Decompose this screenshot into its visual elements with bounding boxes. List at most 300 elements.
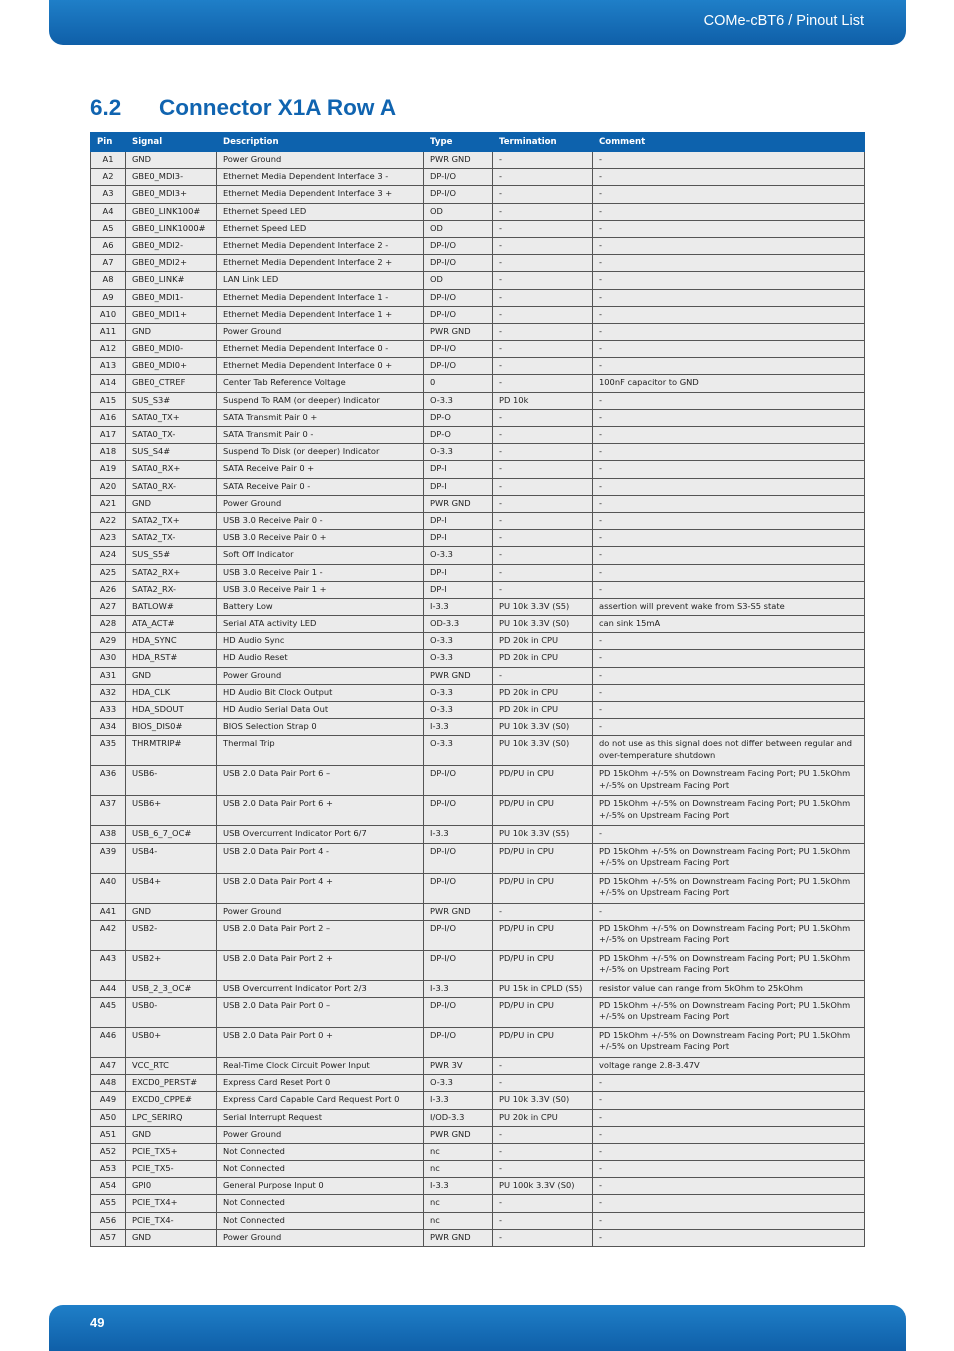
table-row	[91, 667, 865, 684]
pin-cell: A24	[91, 547, 126, 564]
signal-cell: GBE0_MDI3-	[126, 169, 217, 186]
table-row	[91, 1195, 865, 1212]
description-cell: Power Ground	[217, 323, 424, 340]
pin-cell: A31	[91, 667, 126, 684]
description-cell: Not Connected	[217, 1212, 424, 1229]
pin-cell: A19	[91, 461, 126, 478]
pin-cell: A18	[91, 444, 126, 461]
type-cell: DP-I/O	[424, 237, 493, 254]
table-row	[91, 766, 865, 796]
type-cell: DP-I/O	[424, 1027, 493, 1057]
termination-cell: PD 20k in CPU	[493, 684, 593, 701]
signal-cell: SUS_S3#	[126, 392, 217, 409]
table-row	[91, 323, 865, 340]
description-cell: Power Ground	[217, 903, 424, 920]
table-row	[91, 547, 865, 564]
termination-cell: -	[493, 530, 593, 547]
header-bar	[49, 0, 906, 45]
termination-cell: -	[493, 409, 593, 426]
signal-cell: USB0+	[126, 1027, 217, 1057]
description-cell: SATA Transmit Pair 0 -	[217, 427, 424, 444]
comment-cell: PD 15kOhm +/-5% on Downstream Facing Port; PU 1.5kOhm +/-5% on Upstream Facing Port	[593, 873, 865, 903]
type-cell: DP-I	[424, 530, 493, 547]
description-cell: Battery Low	[217, 598, 424, 615]
pin-cell: A45	[91, 997, 126, 1027]
termination-cell: -	[493, 341, 593, 358]
description-cell: SATA Transmit Pair 0 +	[217, 409, 424, 426]
type-cell: OD	[424, 272, 493, 289]
table-row	[91, 616, 865, 633]
signal-cell: SATA0_RX+	[126, 461, 217, 478]
table-row	[91, 409, 865, 426]
table-body	[91, 152, 865, 1247]
section-number: 6.2	[90, 95, 122, 120]
description-cell: USB 2.0 Data Pair Port 6 +	[217, 796, 424, 826]
description-cell: SATA Receive Pair 0 +	[217, 461, 424, 478]
pin-cell: A33	[91, 702, 126, 719]
table-row	[91, 255, 865, 272]
signal-cell: BIOS_DIS0#	[126, 719, 217, 736]
table-row	[91, 289, 865, 306]
comment-cell: -	[593, 169, 865, 186]
comment-cell: -	[593, 478, 865, 495]
table-row	[91, 495, 865, 512]
pin-cell: A35	[91, 736, 126, 766]
pin-cell: A10	[91, 306, 126, 323]
termination-cell: -	[493, 203, 593, 220]
comment-cell: -	[593, 903, 865, 920]
table-row	[91, 358, 865, 375]
pin-cell: A57	[91, 1229, 126, 1246]
type-cell: DP-I/O	[424, 950, 493, 980]
termination-cell: -	[493, 564, 593, 581]
description-cell: Ethernet Media Dependent Interface 0 -	[217, 341, 424, 358]
signal-cell: USB4+	[126, 873, 217, 903]
comment-cell: -	[593, 289, 865, 306]
comment-cell: -	[593, 1143, 865, 1160]
signal-cell: USB6-	[126, 766, 217, 796]
termination-cell: PU 100k 3.3V (S0)	[493, 1178, 593, 1195]
table-row	[91, 598, 865, 615]
table-row	[91, 633, 865, 650]
comment-cell: -	[593, 633, 865, 650]
signal-cell: USB4-	[126, 843, 217, 873]
table-row	[91, 873, 865, 903]
pin-cell: A23	[91, 530, 126, 547]
description-cell: HD Audio Sync	[217, 633, 424, 650]
comment-cell: PD 15kOhm +/-5% on Downstream Facing Port; PU 1.5kOhm +/-5% on Upstream Facing Port	[593, 843, 865, 873]
signal-cell: SATA2_TX+	[126, 512, 217, 529]
type-cell: O-3.3	[424, 702, 493, 719]
table-row	[91, 186, 865, 203]
table-row	[91, 444, 865, 461]
type-cell: DP-I/O	[424, 997, 493, 1027]
comment-cell: -	[593, 581, 865, 598]
description-cell: USB 3.0 Receive Pair 0 +	[217, 530, 424, 547]
signal-cell: HDA_SDOUT	[126, 702, 217, 719]
pin-cell: A11	[91, 323, 126, 340]
pin-cell: A54	[91, 1178, 126, 1195]
pin-cell: A28	[91, 616, 126, 633]
pin-cell: A16	[91, 409, 126, 426]
description-cell: Not Connected	[217, 1195, 424, 1212]
comment-cell: -	[593, 444, 865, 461]
type-cell: PWR GND	[424, 1229, 493, 1246]
signal-cell: SUS_S4#	[126, 444, 217, 461]
signal-cell: GBE0_CTREF	[126, 375, 217, 392]
termination-cell: -	[493, 1229, 593, 1246]
column-header-description: Description	[217, 133, 424, 152]
signal-cell: LPC_SERIRQ	[126, 1109, 217, 1126]
termination-cell: -	[493, 581, 593, 598]
table-row	[91, 220, 865, 237]
pin-cell: A17	[91, 427, 126, 444]
comment-cell: -	[593, 1075, 865, 1092]
table-row	[91, 478, 865, 495]
description-cell: USB 2.0 Data Pair Port 6 –	[217, 766, 424, 796]
signal-cell: GND	[126, 667, 217, 684]
signal-cell: USB6+	[126, 796, 217, 826]
comment-cell: -	[593, 512, 865, 529]
comment-cell: -	[593, 1126, 865, 1143]
signal-cell: GBE0_MDI1+	[126, 306, 217, 323]
termination-cell: PU 10k 3.3V (S5)	[493, 598, 593, 615]
type-cell: OD-3.3	[424, 616, 493, 633]
description-cell: Ethernet Media Dependent Interface 2 -	[217, 237, 424, 254]
termination-cell: -	[493, 220, 593, 237]
table-row	[91, 719, 865, 736]
table-row	[91, 1178, 865, 1195]
pin-cell: A50	[91, 1109, 126, 1126]
table-row	[91, 512, 865, 529]
table-row	[91, 306, 865, 323]
description-cell: Ethernet Media Dependent Interface 3 +	[217, 186, 424, 203]
type-cell: DP-I/O	[424, 289, 493, 306]
description-cell: LAN Link LED	[217, 272, 424, 289]
table-row	[91, 1229, 865, 1246]
comment-cell: PD 15kOhm +/-5% on Downstream Facing Port; PU 1.5kOhm +/-5% on Upstream Facing Port	[593, 950, 865, 980]
type-cell: O-3.3	[424, 633, 493, 650]
column-header-signal: Signal	[126, 133, 217, 152]
column-header-pin: Pin	[91, 133, 126, 152]
pin-cell: A36	[91, 766, 126, 796]
termination-cell: -	[493, 169, 593, 186]
description-cell: USB 2.0 Data Pair Port 2 +	[217, 950, 424, 980]
description-cell: Real-Time Clock Circuit Power Input	[217, 1057, 424, 1074]
pin-cell: A3	[91, 186, 126, 203]
termination-cell: -	[493, 1161, 593, 1178]
type-cell: DP-O	[424, 409, 493, 426]
type-cell: I/OD-3.3	[424, 1109, 493, 1126]
signal-cell: SUS_S5#	[126, 547, 217, 564]
signal-cell: GBE0_LINK100#	[126, 203, 217, 220]
signal-cell: EXCD0_CPPE#	[126, 1092, 217, 1109]
table-row	[91, 1027, 865, 1057]
table-row	[91, 796, 865, 826]
table-row	[91, 461, 865, 478]
table-row	[91, 1057, 865, 1074]
pin-cell: A4	[91, 203, 126, 220]
comment-cell: -	[593, 1212, 865, 1229]
description-cell: Serial ATA activity LED	[217, 616, 424, 633]
termination-cell: PU 10k 3.3V (S5)	[493, 826, 593, 843]
pinout-table	[90, 132, 865, 1247]
description-cell: USB 2.0 Data Pair Port 4 +	[217, 873, 424, 903]
description-cell: USB Overcurrent Indicator Port 2/3	[217, 980, 424, 997]
table-row	[91, 950, 865, 980]
comment-cell: PD 15kOhm +/-5% on Downstream Facing Port; PU 1.5kOhm +/-5% on Upstream Facing Port	[593, 766, 865, 796]
pin-cell: A52	[91, 1143, 126, 1160]
termination-cell: PD/PU in CPU	[493, 997, 593, 1027]
termination-cell: PU 10k 3.3V (S0)	[493, 616, 593, 633]
termination-cell: PD 20k in CPU	[493, 633, 593, 650]
pin-cell: A34	[91, 719, 126, 736]
signal-cell: SATA2_TX-	[126, 530, 217, 547]
termination-cell: PD/PU in CPU	[493, 873, 593, 903]
signal-cell: USB2+	[126, 950, 217, 980]
pin-cell: A30	[91, 650, 126, 667]
type-cell: PWR GND	[424, 495, 493, 512]
description-cell: HD Audio Bit Clock Output	[217, 684, 424, 701]
termination-cell: -	[493, 495, 593, 512]
pin-cell: A12	[91, 341, 126, 358]
table-row	[91, 702, 865, 719]
pin-cell: A38	[91, 826, 126, 843]
type-cell: DP-I/O	[424, 255, 493, 272]
pin-cell: A53	[91, 1161, 126, 1178]
termination-cell: -	[493, 152, 593, 169]
pin-cell: A44	[91, 980, 126, 997]
table-row	[91, 1212, 865, 1229]
description-cell: Ethernet Speed LED	[217, 220, 424, 237]
type-cell: PWR 3V	[424, 1057, 493, 1074]
signal-cell: SATA0_TX-	[126, 427, 217, 444]
description-cell: USB 3.0 Receive Pair 1 +	[217, 581, 424, 598]
pin-cell: A13	[91, 358, 126, 375]
comment-cell: -	[593, 220, 865, 237]
termination-cell: -	[493, 461, 593, 478]
table-row	[91, 826, 865, 843]
comment-cell: PD 15kOhm +/-5% on Downstream Facing Port; PU 1.5kOhm +/-5% on Upstream Facing Port	[593, 1027, 865, 1057]
description-cell: Center Tab Reference Voltage	[217, 375, 424, 392]
termination-cell: -	[493, 547, 593, 564]
termination-cell: -	[493, 427, 593, 444]
type-cell: DP-O	[424, 427, 493, 444]
comment-cell: -	[593, 719, 865, 736]
signal-cell: GBE0_MDI2-	[126, 237, 217, 254]
pin-cell: A14	[91, 375, 126, 392]
signal-cell: GND	[126, 152, 217, 169]
description-cell: HD Audio Reset	[217, 650, 424, 667]
comment-cell: -	[593, 1161, 865, 1178]
pin-cell: A39	[91, 843, 126, 873]
table-row	[91, 650, 865, 667]
signal-cell: GBE0_MDI3+	[126, 186, 217, 203]
description-cell: Suspend To Disk (or deeper) Indicator	[217, 444, 424, 461]
comment-cell: PD 15kOhm +/-5% on Downstream Facing Port; PU 1.5kOhm +/-5% on Upstream Facing Port	[593, 920, 865, 950]
signal-cell: GND	[126, 903, 217, 920]
pin-cell: A2	[91, 169, 126, 186]
comment-cell: -	[593, 392, 865, 409]
table-row	[91, 341, 865, 358]
description-cell: Ethernet Media Dependent Interface 2 +	[217, 255, 424, 272]
termination-cell: PD/PU in CPU	[493, 920, 593, 950]
signal-cell: BATLOW#	[126, 598, 217, 615]
pin-cell: A41	[91, 903, 126, 920]
type-cell: PWR GND	[424, 152, 493, 169]
signal-cell: VCC_RTC	[126, 1057, 217, 1074]
signal-cell: USB_2_3_OC#	[126, 980, 217, 997]
pin-cell: A47	[91, 1057, 126, 1074]
termination-cell: -	[493, 272, 593, 289]
description-cell: USB 2.0 Data Pair Port 0 +	[217, 1027, 424, 1057]
table-row	[91, 169, 865, 186]
signal-cell: THRMTRIP#	[126, 736, 217, 766]
termination-cell: -	[493, 306, 593, 323]
table-row	[91, 903, 865, 920]
description-cell: Not Connected	[217, 1161, 424, 1178]
type-cell: DP-I/O	[424, 306, 493, 323]
table-row	[91, 1109, 865, 1126]
comment-cell: do not use as this signal does not differ between regular and over-temperature shutdown	[593, 736, 865, 766]
pin-cell: A46	[91, 1027, 126, 1057]
type-cell: PWR GND	[424, 1126, 493, 1143]
table-row	[91, 1075, 865, 1092]
footer-bar	[49, 1305, 906, 1351]
termination-cell: -	[493, 667, 593, 684]
pin-cell: A29	[91, 633, 126, 650]
table-row	[91, 736, 865, 766]
type-cell: DP-I	[424, 461, 493, 478]
comment-cell: PD 15kOhm +/-5% on Downstream Facing Port; PU 1.5kOhm +/-5% on Upstream Facing Port	[593, 796, 865, 826]
comment-cell: -	[593, 1092, 865, 1109]
pin-cell: A55	[91, 1195, 126, 1212]
signal-cell: SATA2_RX-	[126, 581, 217, 598]
table-row	[91, 581, 865, 598]
comment-cell: -	[593, 1229, 865, 1246]
table-header-row	[91, 133, 865, 152]
termination-cell: -	[493, 358, 593, 375]
termination-cell: -	[493, 1143, 593, 1160]
signal-cell: USB2-	[126, 920, 217, 950]
comment-cell: assertion will prevent wake from S3-S5 state	[593, 598, 865, 615]
signal-cell: GBE0_MDI0+	[126, 358, 217, 375]
comment-cell: -	[593, 237, 865, 254]
comment-cell: -	[593, 427, 865, 444]
comment-cell: -	[593, 1109, 865, 1126]
table-row	[91, 1126, 865, 1143]
table-row	[91, 920, 865, 950]
termination-cell: PD 20k in CPU	[493, 702, 593, 719]
pin-cell: A15	[91, 392, 126, 409]
signal-cell: GBE0_MDI0-	[126, 341, 217, 358]
comment-cell: resistor value can range from 5kOhm to 25kOhm	[593, 980, 865, 997]
comment-cell: -	[593, 461, 865, 478]
pin-cell: A43	[91, 950, 126, 980]
type-cell: DP-I/O	[424, 766, 493, 796]
description-cell: Ethernet Media Dependent Interface 0 +	[217, 358, 424, 375]
termination-cell: -	[493, 289, 593, 306]
signal-cell: GPI0	[126, 1178, 217, 1195]
table-row	[91, 203, 865, 220]
signal-cell: GBE0_LINK#	[126, 272, 217, 289]
type-cell: DP-I	[424, 581, 493, 598]
table-row	[91, 272, 865, 289]
description-cell: Express Card Capable Card Request Port 0	[217, 1092, 424, 1109]
signal-cell: GND	[126, 495, 217, 512]
type-cell: nc	[424, 1143, 493, 1160]
termination-cell: -	[493, 1195, 593, 1212]
description-cell: USB Overcurrent Indicator Port 6/7	[217, 826, 424, 843]
signal-cell: ATA_ACT#	[126, 616, 217, 633]
comment-cell: -	[593, 667, 865, 684]
description-cell: USB 3.0 Receive Pair 1 -	[217, 564, 424, 581]
type-cell: I-3.3	[424, 598, 493, 615]
comment-cell: -	[593, 255, 865, 272]
description-cell: Suspend To RAM (or deeper) Indicator	[217, 392, 424, 409]
pin-cell: A51	[91, 1126, 126, 1143]
signal-cell: GBE0_MDI2+	[126, 255, 217, 272]
type-cell: nc	[424, 1212, 493, 1229]
signal-cell: EXCD0_PERST#	[126, 1075, 217, 1092]
description-cell: USB 2.0 Data Pair Port 4 -	[217, 843, 424, 873]
signal-cell: GND	[126, 1229, 217, 1246]
termination-cell: -	[493, 478, 593, 495]
type-cell: DP-I/O	[424, 873, 493, 903]
termination-cell: -	[493, 1075, 593, 1092]
termination-cell: PU 20k in CPU	[493, 1109, 593, 1126]
type-cell: OD	[424, 220, 493, 237]
termination-cell: PU 10k 3.3V (S0)	[493, 1092, 593, 1109]
comment-cell: -	[593, 186, 865, 203]
pin-cell: A9	[91, 289, 126, 306]
description-cell: Thermal Trip	[217, 736, 424, 766]
comment-cell: -	[593, 203, 865, 220]
comment-cell: -	[593, 272, 865, 289]
table-row	[91, 1161, 865, 1178]
pin-cell: A32	[91, 684, 126, 701]
type-cell: PWR GND	[424, 903, 493, 920]
termination-cell: PU 10k 3.3V (S0)	[493, 719, 593, 736]
signal-cell: GND	[126, 1126, 217, 1143]
termination-cell: -	[493, 1212, 593, 1229]
type-cell: I-3.3	[424, 719, 493, 736]
comment-cell: -	[593, 341, 865, 358]
pin-cell: A26	[91, 581, 126, 598]
comment-cell: 100nF capacitor to GND	[593, 375, 865, 392]
comment-cell: -	[593, 306, 865, 323]
type-cell: DP-I/O	[424, 169, 493, 186]
type-cell: DP-I/O	[424, 920, 493, 950]
comment-cell: -	[593, 409, 865, 426]
section-heading	[90, 95, 396, 121]
description-cell: General Purpose Input 0	[217, 1178, 424, 1195]
termination-cell: PD/PU in CPU	[493, 950, 593, 980]
type-cell: DP-I	[424, 478, 493, 495]
termination-cell: -	[493, 186, 593, 203]
pin-cell: A8	[91, 272, 126, 289]
pin-cell: A7	[91, 255, 126, 272]
pin-cell: A1	[91, 152, 126, 169]
description-cell: Power Ground	[217, 1126, 424, 1143]
type-cell: I-3.3	[424, 826, 493, 843]
pin-cell: A48	[91, 1075, 126, 1092]
table-row	[91, 427, 865, 444]
comment-cell: -	[593, 152, 865, 169]
description-cell: Power Ground	[217, 1229, 424, 1246]
termination-cell: -	[493, 512, 593, 529]
table-row	[91, 997, 865, 1027]
